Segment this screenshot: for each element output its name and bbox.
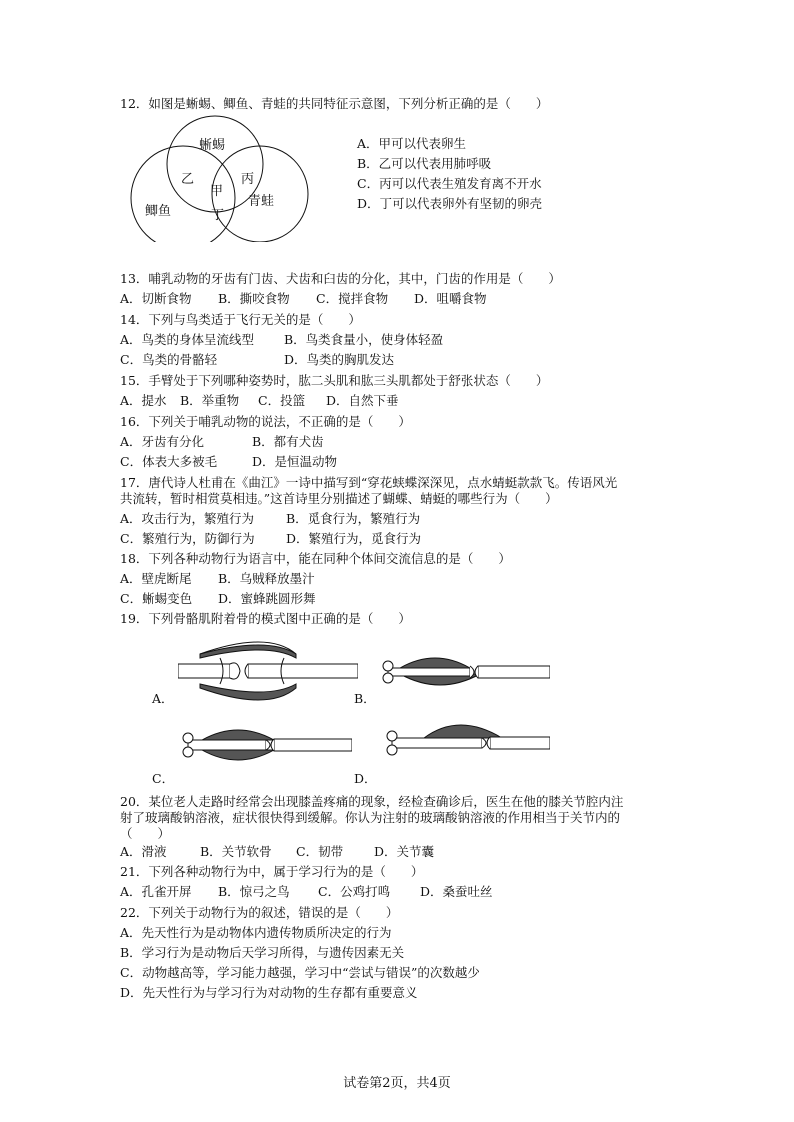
venn-label-ding: 丁 [211, 208, 225, 223]
q17-option-b: B．觅食行为，繁殖行为 [286, 511, 421, 526]
q22-option-b: B．学习行为是动物后天学习所得，与遗传因素无关 [120, 945, 405, 960]
q13-option-a: A．切断食物 [120, 291, 192, 306]
q13-stem: 13．哺乳动物的牙齿有门齿、犬齿和臼齿的分化，其中，门齿的作用是（ ） [120, 271, 561, 286]
q13-option-b: B．撕咬食物 [218, 291, 290, 306]
q14-option-c: C．鸟类的骨骼轻 [120, 352, 218, 367]
q21-stem: 21．下列各种动物行为中，属于学习行为的是（ ） [120, 864, 424, 879]
q21-option-d: D．桑蚕吐丝 [420, 884, 493, 899]
q14-option-a: A．鸟类的身体呈流线型 [120, 332, 255, 347]
q22-stem: 22．下列关于动物行为的叙述，错误的是（ ） [120, 905, 399, 920]
q13-option-c: C．搅拌食物 [316, 291, 389, 306]
q21-option-a: A．孔雀开屏 [120, 884, 192, 899]
q20-option-a: A．滑液 [120, 844, 167, 859]
q17-option-c: C．繁殖行为，防御行为 [120, 531, 255, 546]
q21-option-b: B．惊弓之鸟 [218, 884, 290, 899]
page-footer: 试卷第2页，共4页 [343, 1076, 451, 1091]
q20-option-c: C．韧带 [296, 844, 344, 859]
venn-label-fish: 鲫鱼 [145, 204, 172, 219]
q15-option-b: B．举重物 [180, 393, 240, 408]
q13-option-d: D．咀嚼食物 [414, 291, 487, 306]
q19-label-d: D． [354, 771, 377, 786]
q19-label-a: A． [152, 691, 174, 706]
venn-label-jia: 甲 [210, 184, 224, 199]
q12-option-a: A．甲可以代表卵生 [357, 136, 467, 151]
q16-option-c: C．体表大多被毛 [120, 454, 218, 469]
venn-label-lizard: 蜥蜴 [199, 138, 226, 153]
q20-stem-line1: 20．某位老人走路时经常会出现膝盖疼痛的现象，经检查确诊后，医生在他的膝关节腔内注 [120, 794, 624, 809]
q16-option-a: A．牙齿有分化 [120, 434, 205, 449]
q15-stem: 15．手臂处于下列哪种姿势时，肱二头肌和肱三头肌都处于舒张状态（ ） [120, 373, 549, 388]
q17-stem-line2: 共流转，暂时相赏莫相违。”这首诗里分别描述了蝴蝶、蜻蜓的哪些行为（ ） [120, 491, 558, 506]
q12-option-b: B．乙可以代表用肺呼吸 [357, 156, 492, 171]
q22-option-c: C．动物越高等，学习能力越强，学习中“尝试与错误”的次数越少 [120, 965, 480, 980]
q16-stem: 16．下列关于哺乳动物的说法，不正确的是（ ） [120, 414, 411, 429]
q12-option-c: C．丙可以代表生殖发育离不开水 [357, 176, 542, 191]
venn-label-bing: 丙 [241, 172, 255, 187]
q19-label-c: C． [152, 771, 175, 786]
q17-option-d: D．繁殖行为，觅食行为 [286, 531, 422, 546]
q22-option-d: D．先天性行为与学习行为对动物的生存都有重要意义 [120, 985, 418, 1000]
q18-stem: 18．下列各种动物行为语言中，能在同种个体间交流信息的是（ ） [120, 551, 511, 566]
q19-figure-c [182, 720, 352, 770]
q19-label-b: B． [354, 691, 376, 706]
q17-option-a: A．攻击行为，繁殖行为 [120, 511, 255, 526]
q15-option-c: C．投篮 [258, 393, 306, 408]
venn-label-frog: 青蛙 [248, 194, 275, 209]
q19-stem: 19．下列骨骼肌附着骨的模式图中正确的是（ ） [120, 611, 411, 626]
q17-stem-line1: 17．唐代诗人杜甫在《曲江》一诗中描写到“穿花蛱蝶深深见，点水蜻蜓款款飞。传语风光 [120, 475, 618, 490]
q20-stem-line3: （ ） [120, 826, 171, 841]
q21-option-c: C．公鸡打鸣 [318, 884, 391, 899]
q15-option-a: A．提水 [120, 393, 167, 408]
q20-option-d: D．关节囊 [374, 844, 435, 859]
q18-option-a: A．壁虎断尾 [120, 571, 192, 586]
q14-stem: 14．下列与鸟类适于飞行无关的是（ ） [120, 312, 361, 327]
q15-option-d: D．自然下垂 [326, 393, 399, 408]
q20-stem-line2: 射了玻璃酸钠溶液，症状很快得到缓解。你认为注射的玻璃酸钠溶液的作用相当于关节内的 [120, 810, 621, 825]
venn-label-yi: 乙 [181, 172, 195, 187]
q12-option-d: D．丁可以代表卵外有坚韧的卵壳 [357, 196, 543, 211]
q18-option-b: B．乌贼释放墨汁 [218, 571, 315, 586]
q19-figure-a [178, 636, 358, 708]
q16-option-b: B．都有犬齿 [252, 434, 324, 449]
q16-option-d: D．是恒温动物 [252, 454, 338, 469]
q20-option-b: B．关节软骨 [200, 844, 272, 859]
q19-figure-b [380, 644, 550, 700]
q14-option-d: D．鸟类的胸肌发达 [284, 352, 395, 367]
q22-option-a: A．先天性行为是动物体内遗传物质所决定的行为 [120, 925, 392, 940]
q18-option-c: C．蜥蜴变色 [120, 591, 193, 606]
q19-figure-d [384, 716, 550, 766]
q18-option-d: D．蜜蜂跳圆形舞 [218, 591, 316, 606]
q12-stem: 12．如图是蜥蜴、鲫鱼、青蛙的共同特征示意图，下列分析正确的是（ ） [120, 96, 549, 111]
q14-option-b: B．鸟类食量小，使身体轻盈 [284, 332, 444, 347]
